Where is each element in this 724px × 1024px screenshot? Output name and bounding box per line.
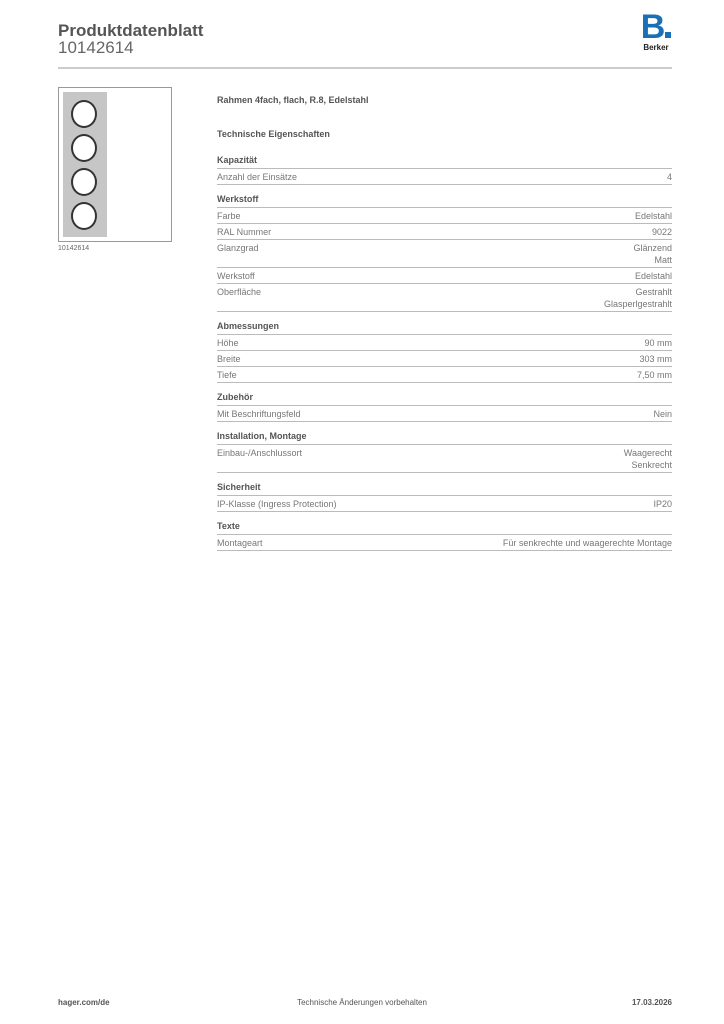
spec-row — [217, 351, 672, 367]
spec-value — [633, 242, 672, 266]
spec-value-line: Gestrahlt — [635, 287, 672, 297]
spec-row — [217, 367, 672, 383]
spec-value — [604, 286, 672, 310]
spec-section — [217, 194, 672, 312]
spec-value — [653, 498, 672, 510]
product-image — [58, 87, 172, 242]
section-heading: Texte — [217, 521, 672, 535]
spec-value — [635, 270, 672, 282]
spec-value-line: Edelstahl — [634, 211, 672, 221]
insert-opening — [71, 134, 97, 162]
page-title: Produktdatenblatt — [58, 21, 204, 40]
spec-row — [217, 284, 672, 312]
spec-label: Breite — [217, 354, 241, 364]
spec-row — [217, 445, 672, 473]
footer-notice: Technische Änderungen vorbehalten — [297, 998, 427, 1007]
spec-value-line: Matt — [654, 255, 672, 265]
spec-value-line: Senkrecht — [631, 460, 672, 470]
spec-value — [624, 447, 672, 471]
spec-value-line: Glasperlgestrahlt — [603, 299, 672, 309]
frame-plate — [63, 92, 107, 237]
spec-value-line: 303 mm — [639, 354, 672, 364]
product-title: Rahmen 4fach, flach, R.8, Edelstahl — [217, 95, 369, 105]
spec-label: Mit Beschriftungsfeld — [217, 409, 301, 419]
spec-value-line: Edelstahl — [634, 271, 672, 281]
spec-label: Farbe — [217, 211, 241, 221]
spec-value-line: 90 mm — [644, 338, 672, 348]
spec-section — [217, 155, 672, 185]
insert-opening — [71, 100, 97, 128]
spec-row — [217, 240, 672, 268]
spec-label: Glanzgrad — [217, 243, 259, 253]
footer-date: 17.03.2026 — [631, 998, 672, 1007]
spec-row — [217, 169, 672, 185]
spec-value — [644, 337, 672, 349]
spec-value — [652, 226, 672, 238]
spec-section — [217, 321, 672, 383]
spec-value — [637, 369, 672, 381]
spec-label: Einbau-/Anschlussort — [217, 448, 303, 458]
spec-label: Anzahl der Einsätze — [217, 172, 298, 182]
footer-website[interactable]: hager.com/de — [58, 998, 110, 1007]
product-number: 10142614 — [58, 38, 134, 57]
spec-label: Werkstoff — [217, 271, 255, 281]
spec-value — [639, 353, 672, 365]
spec-value — [653, 408, 672, 420]
spec-label: Tiefe — [217, 370, 237, 380]
spec-row — [217, 208, 672, 224]
spec-label: IP-Klasse (Ingress Protection) — [217, 499, 337, 509]
berker-logo — [638, 8, 674, 52]
spec-section — [217, 392, 672, 422]
logo-mark: B — [638, 12, 674, 42]
section-heading: Werkstoff — [217, 194, 672, 208]
spec-sections — [217, 155, 672, 551]
spec-value — [503, 537, 672, 549]
section-heading: Kapazität — [217, 155, 672, 169]
spec-value-line: Glänzend — [633, 243, 672, 253]
spec-row — [217, 268, 672, 284]
spec-section — [217, 521, 672, 551]
logo-text: Berker — [643, 43, 669, 52]
spec-value-line: 4 — [666, 172, 672, 182]
spec-section — [217, 482, 672, 512]
section-heading: Installation, Montage — [217, 431, 672, 445]
spec-value-line: Waagerecht — [623, 448, 672, 458]
spec-label: Montageart — [217, 538, 263, 548]
spec-row — [217, 535, 672, 551]
section-heading: Sicherheit — [217, 482, 672, 496]
section-heading: Zubehör — [217, 392, 672, 406]
spec-row — [217, 496, 672, 512]
spec-content — [217, 95, 672, 551]
header-divider — [58, 67, 672, 69]
spec-value-line: Für senkrechte und waagerechte Montage — [502, 538, 672, 548]
spec-row — [217, 224, 672, 240]
image-caption: 10142614 — [58, 245, 90, 252]
spec-value-line: 9022 — [651, 227, 672, 237]
insert-opening — [71, 202, 97, 230]
spec-value — [667, 171, 672, 183]
spec-value-line: Nein — [653, 409, 672, 419]
section-heading: Abmessungen — [217, 321, 672, 335]
spec-value-line: 7,50 mm — [636, 370, 672, 380]
spec-value — [635, 210, 672, 222]
spec-section — [217, 431, 672, 473]
tech-heading: Technische Eigenschaften — [217, 129, 330, 139]
spec-value-line: IP20 — [653, 499, 672, 509]
spec-label: Höhe — [217, 338, 239, 348]
spec-label: RAL Nummer — [217, 227, 272, 237]
insert-opening — [71, 168, 97, 196]
spec-label: Oberfläche — [217, 287, 262, 297]
spec-row — [217, 335, 672, 351]
spec-row — [217, 406, 672, 422]
